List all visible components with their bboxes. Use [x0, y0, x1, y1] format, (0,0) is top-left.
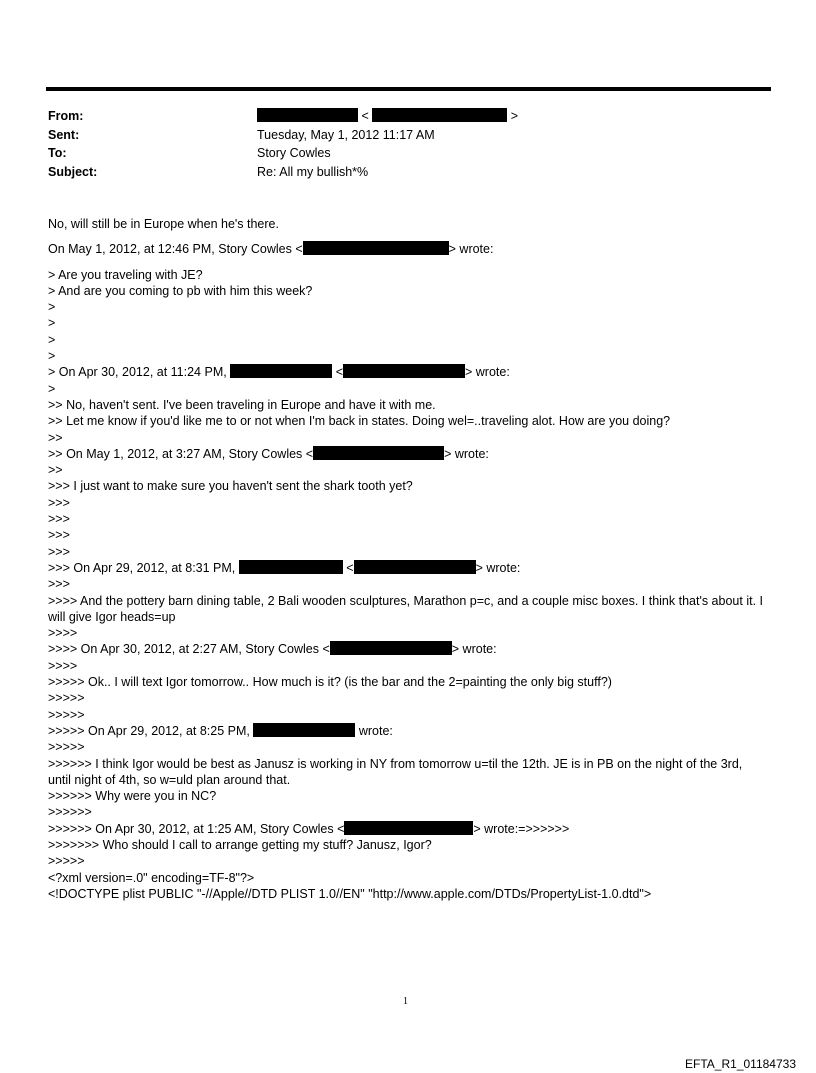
- from-gt: >: [510, 109, 519, 123]
- quote-marker: >: [48, 316, 56, 331]
- xml-declaration: <?xml version=.0" encoding=TF-8"?>: [48, 870, 255, 885]
- redaction-box: [330, 641, 452, 655]
- quote-marker: >>>>>>: [48, 805, 92, 820]
- subject-value: Re: All my bullish*%: [257, 164, 369, 179]
- quote-marker: >: [48, 332, 56, 347]
- to-value: Story Cowles: [257, 146, 331, 160]
- quote-header: >>>> On Apr 30, 2012, at 2:27 AM, Story Cowles < > wrote:: [48, 642, 497, 657]
- sent-value: Tuesday, May 1, 2012 11:17 AM: [257, 127, 435, 142]
- quote-marker: >>>>: [48, 626, 78, 641]
- quote-marker: >: [48, 300, 56, 315]
- redaction-box: [230, 364, 332, 378]
- subject-label: Subject:: [48, 164, 98, 179]
- quote-marker: >>>: [48, 544, 70, 559]
- page-number: 1: [403, 996, 408, 1007]
- quote-marker: >: [48, 349, 56, 364]
- quote-header: >>>>> On Apr 29, 2012, at 8:25 PM, wrote:: [48, 723, 393, 738]
- quote-header: > On Apr 30, 2012, at 11:24 PM, < > wrote:: [48, 365, 510, 380]
- quoted-line: >>>>>> I think Igor would be best as Janusz is working in NY from tomorrow u=til the 12th. JE is in PB on the night of the 3rd, until night of 4th, so w=uld plan around that.: [48, 756, 743, 787]
- quote-header: >>> On Apr 29, 2012, at 8:31 PM, < > wrote:: [48, 560, 521, 575]
- redaction-box: [354, 560, 476, 574]
- redaction-box: [372, 108, 507, 122]
- header-rule: [46, 87, 771, 91]
- reply-text: No, will still be in Europe when he's there.: [48, 217, 279, 231]
- quoted-line: > And are you coming to pb with him this week?: [48, 283, 313, 298]
- quote-marker: >: [48, 381, 56, 396]
- quote-marker: >>: [48, 430, 63, 445]
- sent-label: Sent:: [48, 127, 80, 142]
- quote-marker: >>>: [48, 512, 70, 527]
- quoted-line: >> Let me know if you'd like me to or not when I'm back in states. Doing wel=..traveling alot. How are you doing?: [48, 414, 671, 429]
- quote-header: >>>>>> On Apr 30, 2012, at 1:25 AM, Story Cowles < > wrote:=>>>>>>: [48, 821, 570, 836]
- redaction-box: [253, 723, 355, 737]
- quote-marker: >>>: [48, 528, 70, 543]
- email-body: [48, 216, 768, 902]
- quoted-line: >>>> And the pottery barn dining table, 2 Bali wooden sculptures, Marathon p=c, and a couple misc boxes. I think that's about it. I will give Igor heads=up: [48, 593, 763, 624]
- quote-marker: >>>: [48, 495, 70, 510]
- redaction-box: [344, 821, 473, 835]
- quoted-line: >>>>>> Why were you in NC?: [48, 789, 217, 804]
- quote-marker: >>>>>: [48, 740, 85, 755]
- quote-marker: >>>>>: [48, 691, 85, 706]
- quote-header: >> On May 1, 2012, at 3:27 AM, Story Cowles < > wrote:: [48, 446, 489, 461]
- quoted-line: >>> I just want to make sure you haven't sent the shark tooth yet?: [48, 479, 413, 494]
- quote-marker: >>>>: [48, 658, 78, 673]
- redaction-box: [239, 560, 343, 574]
- quote-header: On May 1, 2012, at 12:46 PM, Story Cowles < > wrote:: [48, 242, 494, 257]
- to-label: To:: [48, 146, 67, 160]
- redaction-box: [313, 446, 444, 460]
- redaction-box: [303, 241, 449, 255]
- from-lt: <: [361, 109, 369, 123]
- from-value: [257, 107, 518, 126]
- bates-number: EFTA_R1_01184733: [685, 1057, 796, 1071]
- quoted-line: >>>>>>> Who should I call to arrange getting my stuff? Janusz, Igor?: [48, 837, 432, 852]
- quoted-line: >>>>> Ok.. I will text Igor tomorrow.. How much is it? (is the bar and the 2=painting the only big stuff?): [48, 675, 612, 690]
- quote-marker: >>>: [48, 577, 70, 592]
- redaction-box: [343, 364, 465, 378]
- quoted-line: >> No, haven't sent. I've been traveling in Europe and have it with me.: [48, 397, 436, 412]
- from-label: From:: [48, 109, 84, 123]
- doctype-line: <!DOCTYPE plist PUBLIC "-//Apple//DTD PLIST 1.0//EN" "http://www.apple.com/DTDs/PropertyList-1.0.dtd">: [48, 886, 652, 901]
- quote-marker: >>>>>: [48, 854, 85, 869]
- quoted-line: > Are you traveling with JE?: [48, 267, 203, 282]
- redaction-box: [257, 108, 358, 122]
- quote-marker: >>: [48, 463, 63, 478]
- quote-marker: >>>>>: [48, 707, 85, 722]
